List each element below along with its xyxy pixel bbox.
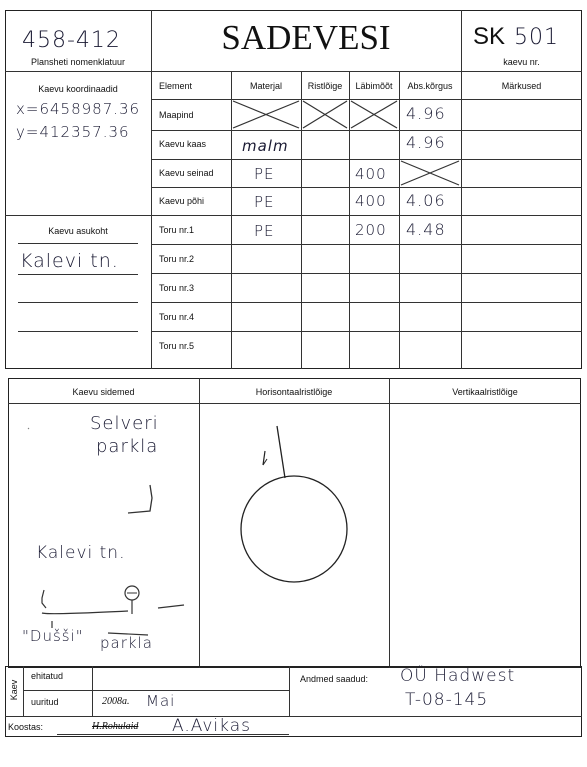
footer-koostas-name: A.Avikas	[172, 716, 251, 736]
page-title: SADEVESI	[221, 18, 391, 57]
sketch-col2-header: Horisontaalristlõige	[255, 387, 333, 397]
column-header-ristloige: Ristlõige	[307, 81, 343, 91]
cell-maapind-abs: 4.96	[406, 104, 446, 123]
cross-mark-maapind-labimoot	[349, 99, 399, 130]
coordinates-label: Kaevu koordinaadid	[38, 84, 118, 94]
column-header-materjal: Materjal	[249, 81, 282, 91]
footer-kaev-label: Kaev	[9, 679, 19, 701]
column-header-element: Element	[159, 81, 193, 91]
well-prefix: SK	[473, 23, 506, 50]
footer-source-company: OÜ Hadwest	[400, 666, 516, 686]
cell-kaas-materjal: malm	[242, 137, 289, 155]
sheet-label: Plansheti nomenklatuur	[30, 57, 126, 67]
column-header-abs: Abs.kõrgus	[407, 81, 453, 91]
cross-mark-seinad-abs	[399, 159, 461, 187]
row-label-toru-5: Toru nr.5	[159, 341, 195, 351]
sketch-note-dussi: "Dušši"	[22, 627, 84, 645]
footer-ehitatud-label: ehitatud	[31, 671, 64, 681]
sketch-col3-header: Vertikaalristlõige	[452, 387, 518, 397]
row-label-toru-1: Toru nr.1	[159, 225, 195, 235]
row-label-maapind: Maapind	[159, 110, 194, 120]
sketch-note-parkla: parkla	[96, 436, 159, 457]
sketch-col1-header: Kaevu sidemed	[72, 387, 135, 397]
footer-uuritud-month: Mai	[146, 692, 176, 710]
footer-koostas-struck: H.Rohulaid	[92, 721, 139, 732]
cell-pohi-labimoot: 400	[355, 192, 387, 210]
coordinate-x: x=6458987.36	[16, 100, 141, 118]
row-label-toru-4: Toru nr.4	[159, 312, 195, 322]
cell-pohi-abs: 4.06	[406, 191, 446, 210]
cell-kaas-abs: 4.96	[406, 133, 446, 152]
location-value: Kalevi tn.	[20, 250, 119, 272]
well-label: kaevu nr.	[503, 57, 540, 67]
cell-seinad-labimoot: 400	[355, 165, 387, 183]
row-label-kaevu-pohi: Kaevu põhi	[159, 196, 205, 206]
location-label: Kaevu asukoht	[48, 226, 108, 236]
row-label-kaevu-seinad: Kaevu seinad	[159, 168, 214, 178]
cell-pohi-materjal: PE	[254, 193, 275, 211]
site-sketch-lines	[8, 403, 199, 668]
well-number: 501	[514, 25, 559, 50]
coordinate-y: y=412357.36	[16, 123, 130, 141]
sheet-number: 458-412	[22, 28, 121, 53]
cell-toru1-materjal: PE	[254, 222, 275, 240]
footer-source-label: Andmed saadud:	[300, 674, 369, 684]
cell-toru1-abs: 4.48	[406, 220, 446, 239]
cross-mark-maapind-materjal	[231, 99, 301, 130]
footer-uuritud-label: uuritud	[31, 697, 59, 707]
row-label-toru-2: Toru nr.2	[159, 254, 195, 264]
column-header-labimoot: Läbimõõt	[355, 81, 393, 91]
horizontal-cross-section-drawing	[199, 403, 389, 668]
row-label-kaevu-kaas: Kaevu kaas	[159, 139, 207, 149]
footer-koostas-label: Koostas:	[8, 722, 44, 732]
column-header-markused: Märkused	[501, 81, 542, 91]
cross-mark-maapind-ristloige	[301, 99, 349, 130]
cell-toru1-labimoot: 200	[355, 221, 387, 239]
footer-source-ref: T-08-145	[405, 690, 489, 710]
sketch-note-kalevi: Kalevi tn.	[36, 543, 126, 563]
sketch-note-parkla-2: parkla	[100, 634, 153, 652]
row-label-toru-3: Toru nr.3	[159, 283, 195, 293]
sketch-note-selveri: Selveri	[90, 413, 159, 434]
cell-seinad-materjal: PE	[254, 165, 275, 183]
footer-uuritud-year: 2008a.	[102, 696, 130, 707]
